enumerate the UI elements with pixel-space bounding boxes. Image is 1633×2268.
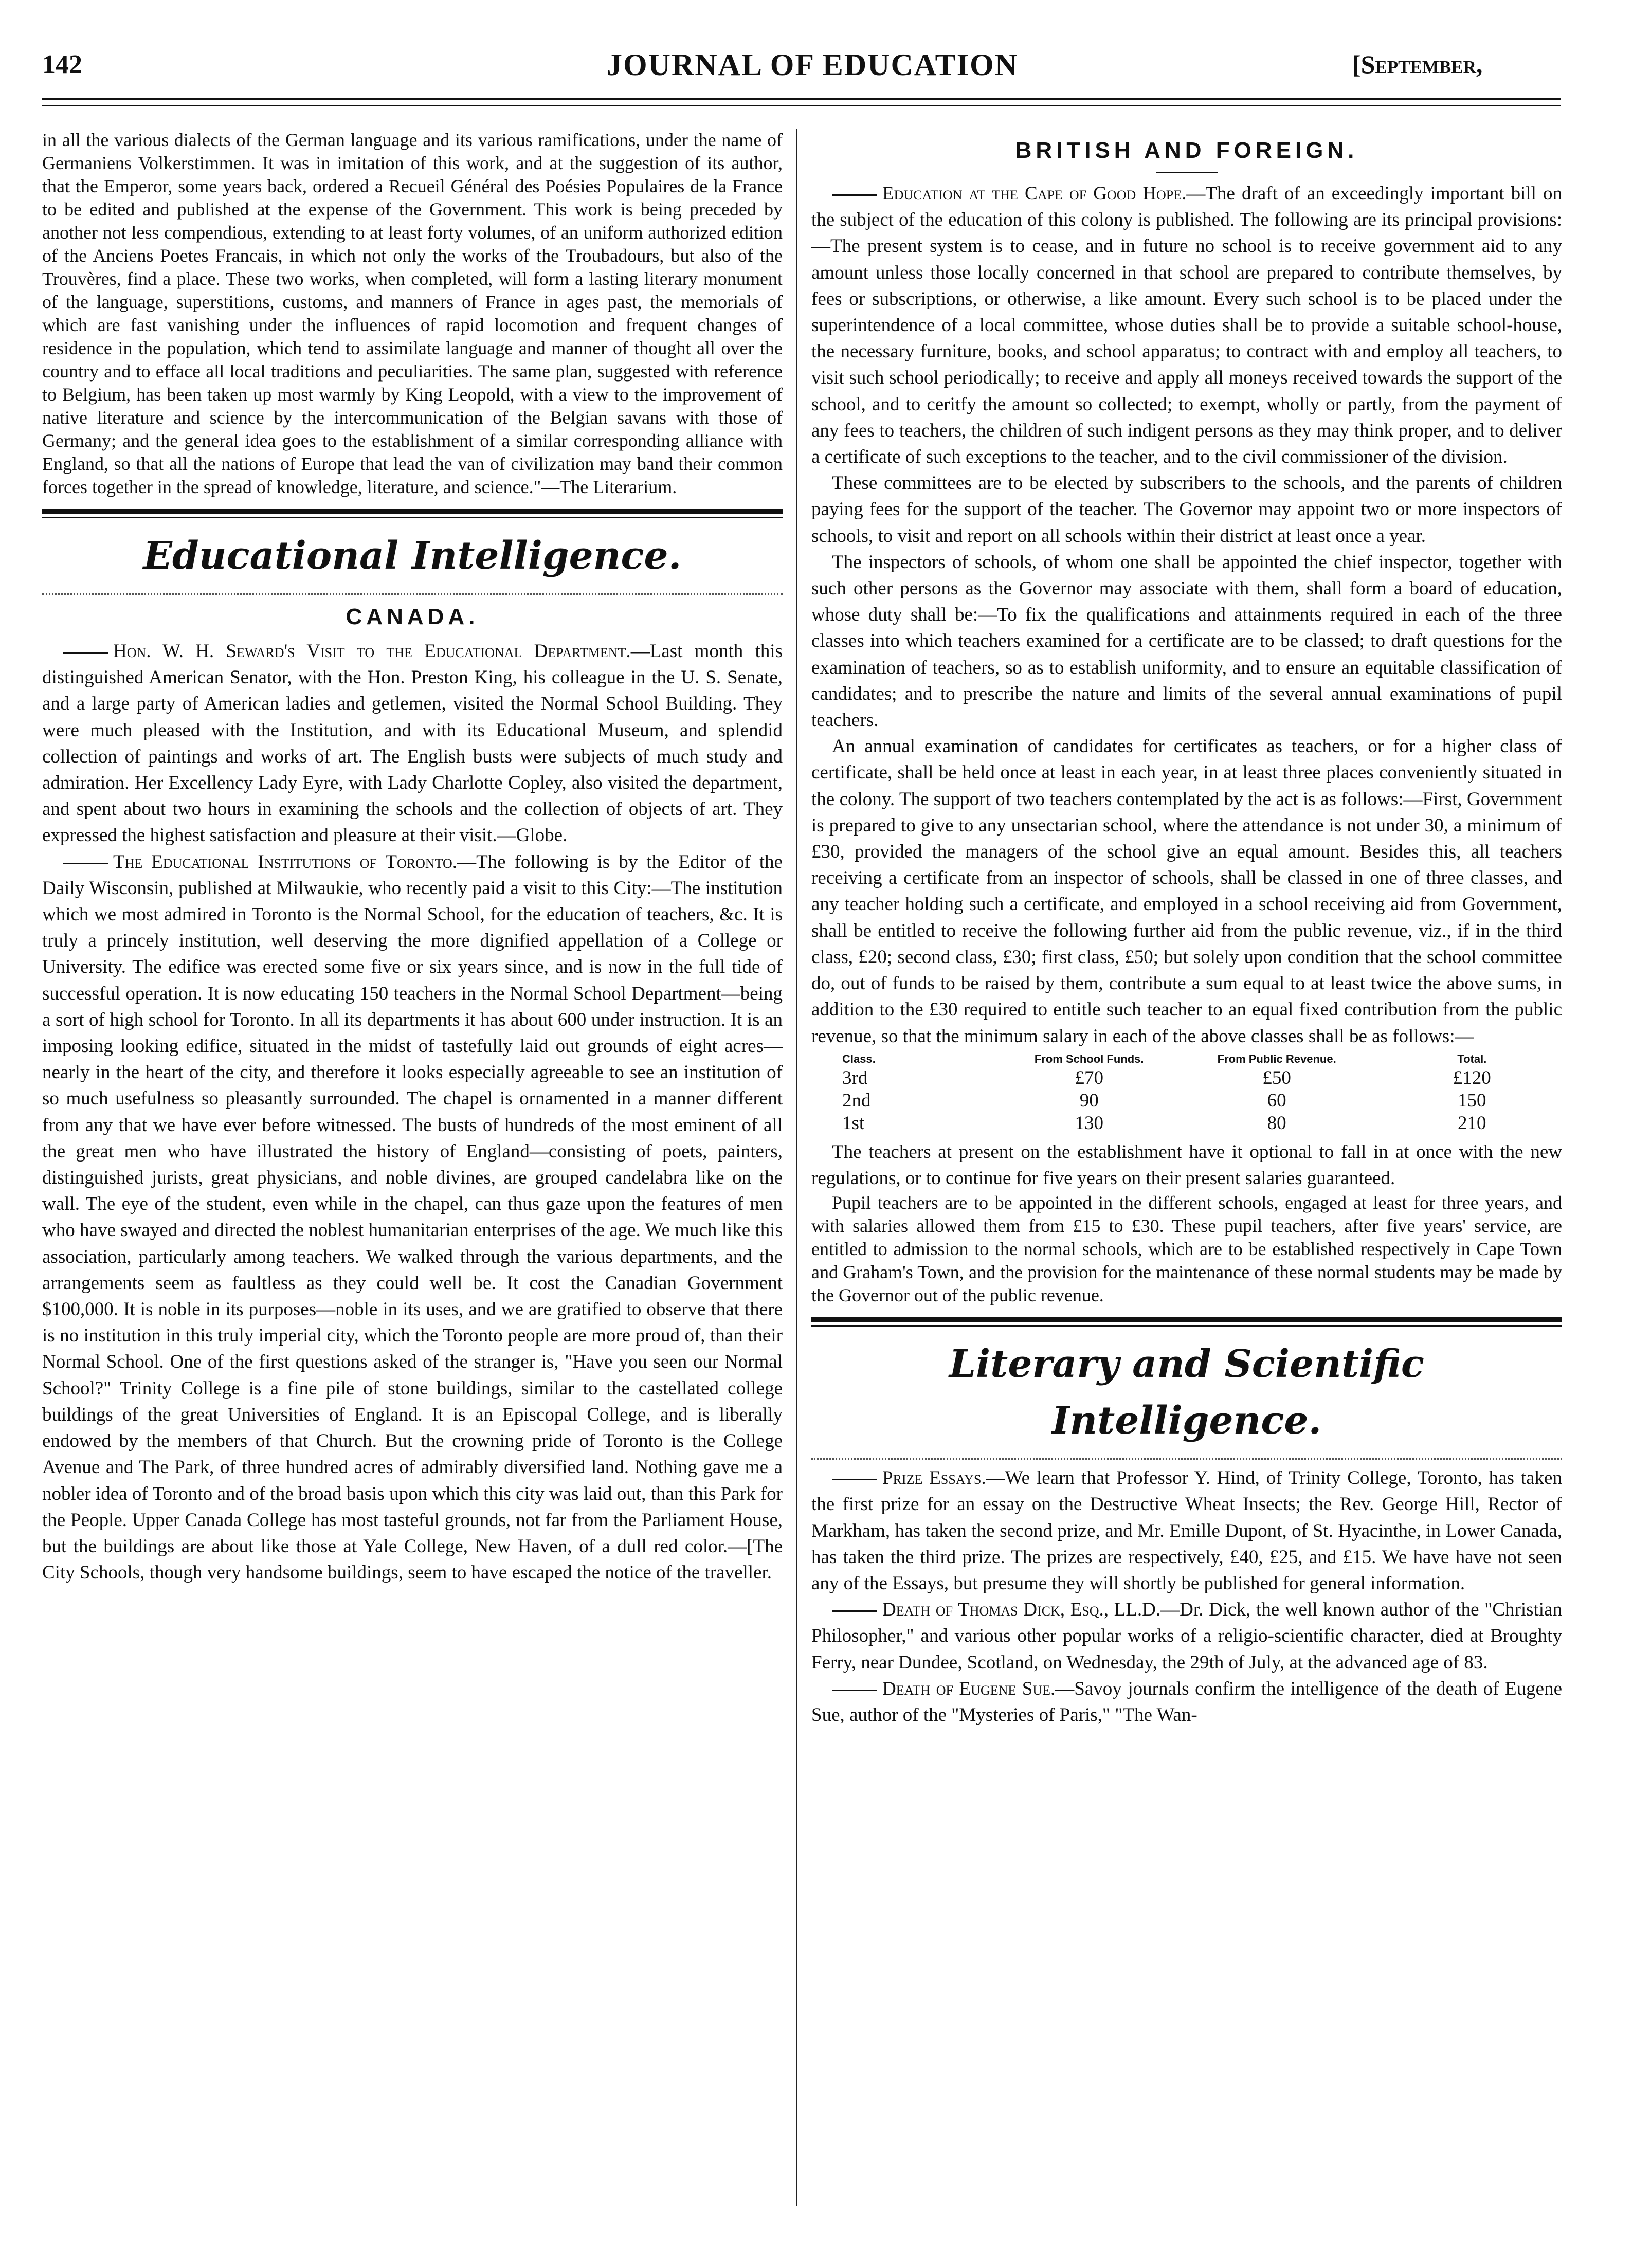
article-body-death-sue: —Savoy journals confirm the intelligence of the death of Eugene Sue, author of the "Mysteries of Paris," "The Wan- xyxy=(811,1678,1562,1726)
article-title-toronto: The Educational Institutions of Toronto. xyxy=(113,851,458,873)
cell-public-revenue: £50 xyxy=(1262,1067,1291,1088)
column-divider xyxy=(796,129,797,2206)
article-toronto xyxy=(42,849,783,1586)
column-header-public-revenue: From Public Revenue. xyxy=(1217,1052,1336,1065)
left-column xyxy=(42,129,783,1586)
paragraph-present-teachers: The teachers at present on the establishment have it optional to fall in at once with the new regulations, or to continue for five years on their present salaries guaranteed. xyxy=(811,1141,1562,1189)
spacer xyxy=(811,1460,1562,1465)
section-rule-thick xyxy=(42,509,783,514)
article-death-dick xyxy=(811,1596,1562,1676)
article-body-prize-essays: —We learn that Professor Y. Hind, of Trinity College, Toronto, has taken the first prize for an essay on the Destructive Wheat Insects; the Rev. George Hill, Rector of Markham, has taken the second prize, and Mr. Emille Dupont, of St. Hyacinthe, in Lower Canada, has taken the third prize. The prizes are respectively, £40, £25, and £15. We have have not seen any of the Essays, but presume they will shortly be published for general information. xyxy=(811,1467,1562,1594)
article-prize-essays xyxy=(811,1465,1562,1596)
cell-class: 3rd xyxy=(842,1067,868,1088)
table-row xyxy=(811,1090,1562,1112)
article-title-prize-essays: Prize Essays. xyxy=(882,1467,986,1489)
paragraph-inspectors: The inspectors of schools, of whom one shall be appointed the chief inspector, together with such other persons as the Governor may associate with them, shall form a board of education, whose duty shall be:—To fix the qualifications and attainments required in each of the three classes into which teachers examined for a certificate are to be classed; to draft questions for the examination of teachers, so as to establish uniformity, and to ensure an equitable classification of candidates; and to prescribe the nature and limits of the several annual examinations of pupil teachers. xyxy=(811,551,1562,731)
cell-total: £120 xyxy=(1453,1067,1491,1088)
subsection-heading-british-and-foreign: BRITISH AND FOREIGN. xyxy=(1015,138,1358,163)
cell-school-funds: 90 xyxy=(1079,1090,1099,1111)
lead-dash xyxy=(832,1610,877,1612)
header-rule-thin xyxy=(42,105,1561,106)
section-heading-educational-intelligence: Educational Intelligence. xyxy=(143,534,682,578)
article-title-cape: Education at the Cape of Good Hope. xyxy=(882,183,1187,204)
paragraph-committees: These committees are to be elected by subscribers to the schools, and the parents of children paying fees for the support of the teacher. The Governor may appoint two or more inspectors of schools, to visit and report on all schools within their district at least once a year. xyxy=(811,473,1562,547)
cell-public-revenue: 60 xyxy=(1267,1090,1286,1111)
section-rule-thin xyxy=(42,517,783,518)
header-rule-thick xyxy=(42,98,1561,100)
table-row xyxy=(811,1067,1562,1090)
article-body-cape: —The draft of an exceedingly important bill on the subject of the education of this colony is published. The following are its principal provisions:—The present system is to cease, and in future no school is to receive government aid to any amount unless those locally concerned in that school are prepared to contribute themselves, by fees or subscriptions, or otherwise, a like amount. Every such school is to be placed under the superintendence of a local committee, whose duties shall be to provide a suitable school-house, the necessary furniture, books, and school apparatus; to contract with and employ all teachers, to visit such school periodically; to receive and apply all moneys received towards the support of the school, and to ceritfy the amount so collected; to exempt, wholly or partly, from the payment of any fees to teachers, the children of such indigent persons as they may think proper, and to deliver a certificate of such exceptions to the teacher, and to the civil commissioner of the division. xyxy=(811,183,1562,468)
lead-dash xyxy=(832,1690,877,1691)
short-rule xyxy=(1156,172,1218,173)
article-title-death-dick: Death of Thomas Dick, Esq., LL.D. xyxy=(882,1599,1161,1621)
cell-school-funds: 130 xyxy=(1075,1112,1103,1134)
article-death-sue xyxy=(811,1676,1562,1728)
lead-dash xyxy=(63,652,108,654)
article-body-toronto: —The following is by the Editor of the Daily Wisconsin, published at Milwaukie, who recently paid a visit to this City:—The institution which we most admired in Toronto is the Normal School, for the education of teachers, &c. It is truly a princely institution, well deserving the more dignified appellation of a College or University. The edifice was erected some five or six years since, and is now in the full tide of successful operation. It is now educating 150 teachers in the Normal School Department—being a sort of high school for Toronto. In all its departments it has about 600 under instruction. It is an imposing looking edifice, situated in the midst of tastefully laid out grounds of eight acres—nearly in the heart of the city, and therefore it looks especially agreeable to see an institution of so much usefulness so pleasantly surrounded. The chapel is ornamented in a manner different from any that we have ever before witnessed. The busts of hundreds of the most eminent of all the great men who have illustrated the history of England—consisting of poets, painters, distinguished jurists, great physicians, and noble divines, are grouped candelabra like on the wall. The eye of the student, even while in the chapel, can thus gaze upon the features of men who have swayed and directed the noblest humanitarian enterprises of the age. We much like this association, particularly among teachers. We walked through the various departments, and the arrangements seem as faultless as they could well be. It cost the Canadian Government $100,000. It is noble in its purposes—noble in its uses, and we are gratified to observe that there is no institution in this truly imperial city, which the Toronto people are more proud of, than their Normal School. One of the first questions asked of the stranger is, "Have you seen our Normal School?" Trinity College is a fine pile of stone buildings, similar to the castellated college buildings of the great Universities of England. It is an Episcopal College, and is liberally endowed by the members of that Church. But the crowning pride of Toronto is the College Avenue and The Park, of three hundred acres of admirably diversified land. Nothing gave me a nobler idea of Toronto and of the broad basis upon which this city was laid out, than this Park for the People. Upper Canada College has most tasteful grounds, not far from the Parliament House, but the buildings are about like those at Yale College, New Haven, of a dull red color.—[The City Schools, though very handsome buildings, seem to have escaped the notice of the traveller. xyxy=(42,851,783,1584)
article-body-seward: —Last month this distinguished American Senator, with the Hon. Preston King, his colleague in the U. S. Senate, and a large party of American ladies and getlemen, visited the Normal School Building. They were much pleased with the Institution, and with its Educational Museum, and splendid collection of paintings and works of art. The English busts were subjects of much study and admiration. Her Excellency Lady Eyre, with Lady Charlotte Copley, also visited the department, and spent about two hours in examining the schools and the collection of objects of art. They expressed the highest satisfaction and pleasure at their visit.—Globe. xyxy=(42,641,783,846)
section-rule-thick xyxy=(811,1317,1562,1322)
article-cape xyxy=(811,180,1562,470)
table-row xyxy=(811,1112,1562,1135)
cell-total: 150 xyxy=(1458,1090,1486,1111)
lead-dash xyxy=(832,1479,877,1480)
salary-table xyxy=(811,1053,1562,1135)
wavy-divider xyxy=(42,587,783,595)
article-body-death-dick: —Dr. Dick, the well known author of the "Christian Philosopher," and various other popular works of a religio-scientific character, died at Broughty Ferry, near Dundee, Scotland, on Wednesday, the 29th of July, at the advanced age of 83. xyxy=(811,1599,1563,1673)
literarium-paragraph: in all the various dialects of the German language and its various ramifications, under the name of Germaniens Volkerstimmen. It was in imitation of this work, and at the suggestion of its author, that the Emperor, some years back, ordered a Recueil Général des Poésies Populaires de la France to be edited and published at the expense of the Government. This work is being preceded by another not less compendious, extending to at least forty volumes, of an uniform authorized edition of the Anciens Poetes Francais, in which not only the works of the Troubadours, but also of the Trouvères, find a place. These two works, when completed, will form a lasting literary monument of the language, superstitions, customs, and manners of France in ages past, the memorials of which are fast vanishing under the influences of rapid locomotion and frequent changes of residence in the population, which tend to assimilate language and manner of thought all over the country and to efface all local traditions and peculiarities. The same plan, suggested with reference to Belgium, has been taken up most warmly by King Leopold, with a view to the improvement of native literature and science by the intercommunication of the Belgian savans with those of Germany; and the general idea goes to the establishment of a similar corresponding alliance with England, so that all the nations of Europe that lead the van of civilization may band their common forces together in the spread of knowledge, literature, and science."—The Literarium. xyxy=(42,130,783,497)
cell-class: 2nd xyxy=(842,1090,871,1111)
article-seward xyxy=(42,638,783,849)
running-date: [September, xyxy=(1352,50,1483,79)
paragraph-pupil-teachers: Pupil teachers are to be appointed in the different schools, engaged at least for three years, and with salaries allowed them from £15 to £30. These pupil teachers, after five years' service, are entitled to admission to the normal schools, which are to be established respectively in Cape Town and Graham's Town, and the provision for the maintenance of these normal students may be made by the Governor out of the public revenue. xyxy=(811,1192,1562,1306)
column-header-total: Total. xyxy=(1457,1052,1487,1065)
paragraph-annual-examination: An annual examination of candidates for certificates as teachers, or for a higher class of certificate, shall be held once at least in each year, in at least three places conveniently situated in the colony. The support of two teachers contemplated by the act is as follows:—First, Government is prepared to give to any unsectarian school, where the attendance is not under 30, a minimum of £30, provided the managers of the school give an equal amount. Besides this, all teachers receiving a certificate from an inspector of schools, shall be classed in one of three classes, and any teacher holding such a certificate, and employed in a school receiving aid from Government, shall be entitled to receive the following further aid from the public revenue, viz., if in the third class, £20; second class, £30; first class, £50; but solely upon condition that the school committee do, out of funds to be raised by them, contribute a sum equal to at least twice the above sums, in addition to the £30 required to entitle such teacher to an equal fixed contribution from the public revenue, so that the minimum salary in each of the above classes shall be as follows:— xyxy=(811,736,1562,1047)
running-title: JOURNAL OF EDUCATION xyxy=(607,48,1019,82)
lead-dash xyxy=(832,194,877,196)
section-rule-thin xyxy=(811,1325,1562,1327)
section-heading-literary-scientific: Literary and Scientific Intelligence. xyxy=(949,1342,1424,1443)
cell-public-revenue: 80 xyxy=(1267,1112,1286,1134)
cell-school-funds: £70 xyxy=(1075,1067,1103,1088)
wavy-divider xyxy=(811,1452,1562,1460)
subsection-heading-canada: CANADA. xyxy=(346,604,479,629)
cell-class: 1st xyxy=(842,1112,865,1134)
article-title-seward: Hon. W. H. Seward's Visit to the Educational Department. xyxy=(113,641,631,662)
right-column xyxy=(811,129,1562,1728)
column-header-class: Class. xyxy=(842,1052,876,1065)
column-header-school-funds: From School Funds. xyxy=(1034,1052,1144,1065)
cell-total: 210 xyxy=(1458,1112,1486,1134)
page-number: 142 xyxy=(42,50,82,79)
lead-dash xyxy=(63,863,108,864)
salary-table-header xyxy=(811,1053,1562,1067)
article-title-death-sue: Death of Eugene Sue. xyxy=(882,1678,1056,1699)
